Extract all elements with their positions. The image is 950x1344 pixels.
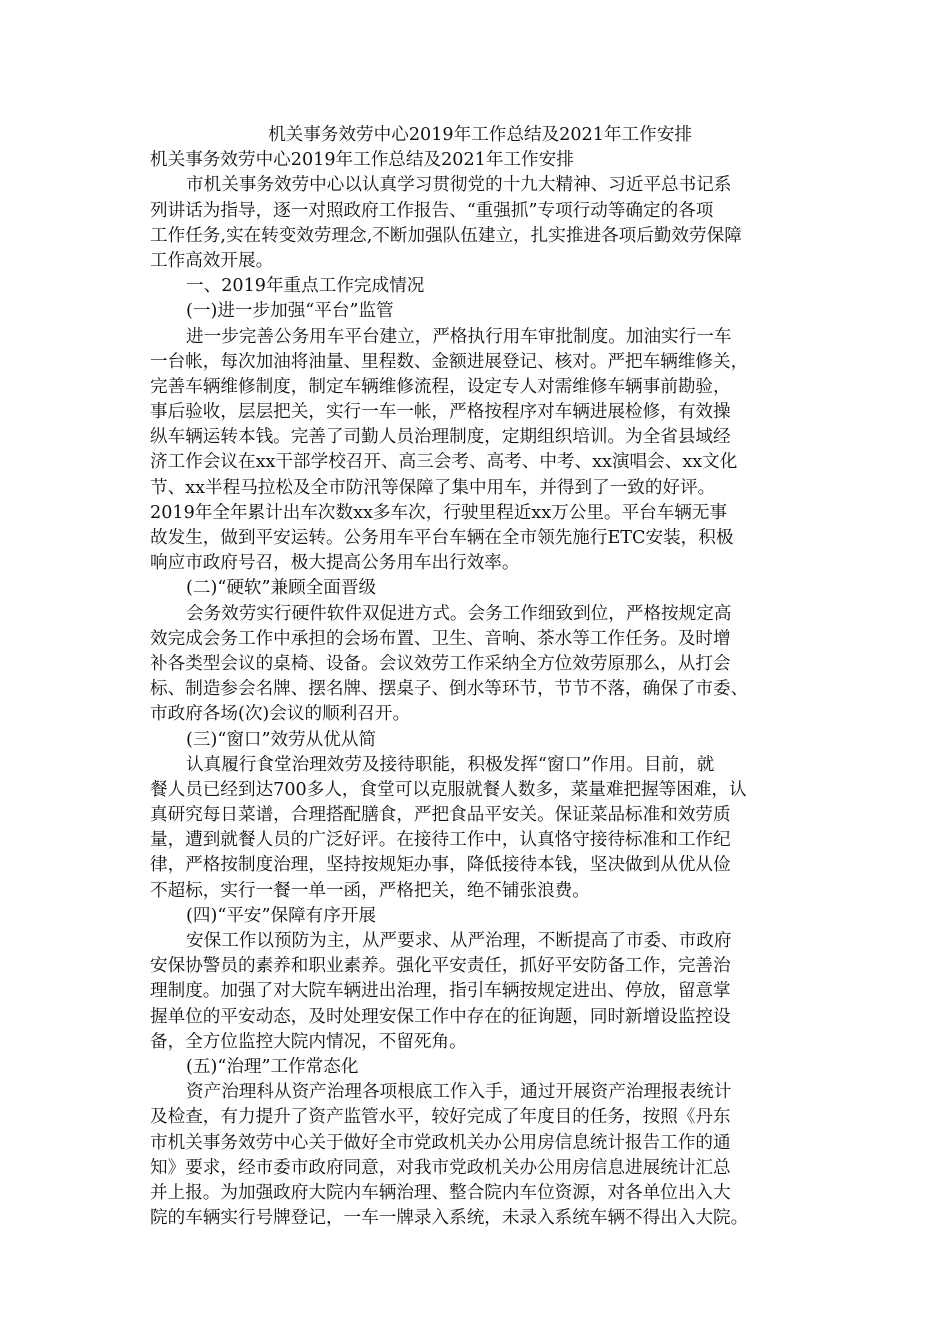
subsection-heading: (五)“治理”工作常态化	[186, 1056, 359, 1077]
paragraph-line: 市政府各场(次)会议的顺利召开。	[150, 704, 411, 725]
paragraph-line: 认真履行食堂治理效劳及接待职能，积极发挥“窗口”作用。目前，就	[186, 754, 715, 775]
paragraph-line: 院的车辆实行号牌登记，一车一牌录入系统，未录入系统车辆不得出入大院。	[150, 1208, 749, 1229]
document-title: 机关事务效劳中心2019年工作总结及2021年工作安排	[268, 125, 692, 145]
paragraph-line: 标、制造参会名牌、摆名牌、摆桌子、倒水等环节，节节不落，确保了市委、	[150, 679, 749, 700]
document-page	[150, 123, 810, 1231]
paragraph-line: 安保协警员的素养和职业素养。强化平安责任，抓好平安防备工作，完善治	[150, 956, 731, 977]
subsection-heading: (二)“硬软”兼顾全面晋级	[186, 578, 377, 599]
paragraph-line: 市机关事务效劳中心关于做好全市党政机关办公用房信息统计报告工作的通	[150, 1132, 731, 1153]
document-subtitle: 机关事务效劳中心2019年工作总结及2021年工作安排	[150, 150, 574, 171]
paragraph-line: 列讲话为指导，逐一对照政府工作报告、“重强抓”专项行动等确定的各项	[150, 200, 714, 221]
paragraph-line: 响应市政府号召，极大提高公务用车出行效率。	[150, 553, 520, 574]
paragraph-line: 工作任务,实在转变效劳理念,不断加强队伍建立，扎实推进各项后勤效劳保障	[150, 225, 742, 246]
paragraph-line: 事后验收，层层把关，实行一车一帐，严格按程序对车辆进展检修，有效操	[150, 402, 731, 423]
paragraph-line: 餐人员已经到达700多人，食堂可以克服就餐人数多，菜量难把握等困难，认	[150, 779, 747, 800]
subsection-heading: (三)“窗口”效劳从优从简	[186, 729, 377, 750]
paragraph-line: 补各类型会议的桌椅、设备。会议效劳工作采纳全方位效劳原那么，从打会	[150, 653, 731, 674]
paragraph-line: 及检查，有力提升了资产监管水平，较好完成了年度目的任务，按照《丹东	[150, 1107, 731, 1128]
paragraph-line: 节、xx半程马拉松及全市防汛等保障了集中用车，并得到了一致的好评。	[150, 477, 716, 498]
paragraph-line: 进一步完善公务用车平台建立，严格执行用车审批制度。加油实行一车	[186, 326, 732, 347]
paragraph-line: 纵车辆运转本钱。完善了司勤人员治理制度，定期组织培训。为全省县域经	[150, 427, 731, 448]
paragraph-line: 故发生，做到平安运转。公务用车平台车辆在全市领先施行ETC安装，积极	[150, 528, 734, 548]
paragraph-line: 知》要求，经市委市政府同意，对我市党政机关办公用房信息进展统计汇总	[150, 1157, 731, 1178]
paragraph-line: 效完成会务工作中承担的会场布置、卫生、音响、茶水等工作任务。及时增	[150, 628, 731, 649]
paragraph-line: 济工作会议在xx干部学校召开、高三会考、高考、中考、xx演唱会、xx文化	[150, 452, 738, 473]
paragraph-line: 理制度。加强了对大院车辆进出治理，指引车辆按规定进出、停放，留意掌	[150, 981, 731, 1002]
paragraph-line: 2019年全年累计出车次数xx多车次，行驶里程近xx万公里。平台车辆无事	[150, 502, 728, 523]
paragraph-line: 备，全方位监控大院内情况，不留死角。	[150, 1031, 467, 1052]
paragraph-line: 不超标，实行一餐一单一函，严格把关，绝不铺张浪费。	[150, 880, 590, 901]
paragraph-line: 工作高效开展。	[150, 250, 274, 271]
paragraph-line: 一台帐，每次加油将油量、里程数、金额进展登记、核对。严把车辆维修关，	[150, 351, 749, 372]
paragraph-line: 资产治理科从资产治理各项根底工作入手，通过开展资产治理报表统计	[186, 1082, 732, 1103]
subsection-heading: (四)“平安”保障有序开展	[186, 905, 377, 926]
paragraph-line: 真研究每日菜谱，合理搭配膳食，严把食品平安关。保证菜品标准和效劳质	[150, 805, 731, 826]
paragraph-line: 律，严格按制度治理，坚持按规矩办事，降低接待本钱，坚决做到从优从俭	[150, 855, 731, 876]
paragraph-line: 并上报。为加强政府大院内车辆治理、整合院内车位资源，对各单位出入大	[150, 1182, 731, 1203]
document-body	[150, 173, 810, 1231]
paragraph-line: 量，遭到就餐人员的广泛好评。在接待工作中，认真恪守接待标准和工作纪	[150, 830, 731, 851]
subsection-heading: (一)进一步加强“平台”监管	[186, 301, 394, 322]
paragraph-line: 握单位的平安动态，及时处理安保工作中存在的征询题，同时新增设监控设	[150, 1006, 731, 1027]
paragraph-line: 安保工作以预防为主，从严要求、从严治理，不断提高了市委、市政府	[186, 931, 732, 951]
paragraph-line: 完善车辆维修制度，制定车辆维修流程，设定专人对需维修车辆事前勘验，	[150, 376, 731, 397]
paragraph-line: 会务效劳实行硬件软件双促进方式。会务工作细致到位，严格按规定高	[186, 603, 732, 624]
section-heading: 一、2019年重点工作完成情况	[186, 276, 425, 297]
paragraph-line: 市机关事务效劳中心以认真学习贯彻党的十九大精神、习近平总书记系	[186, 175, 732, 196]
